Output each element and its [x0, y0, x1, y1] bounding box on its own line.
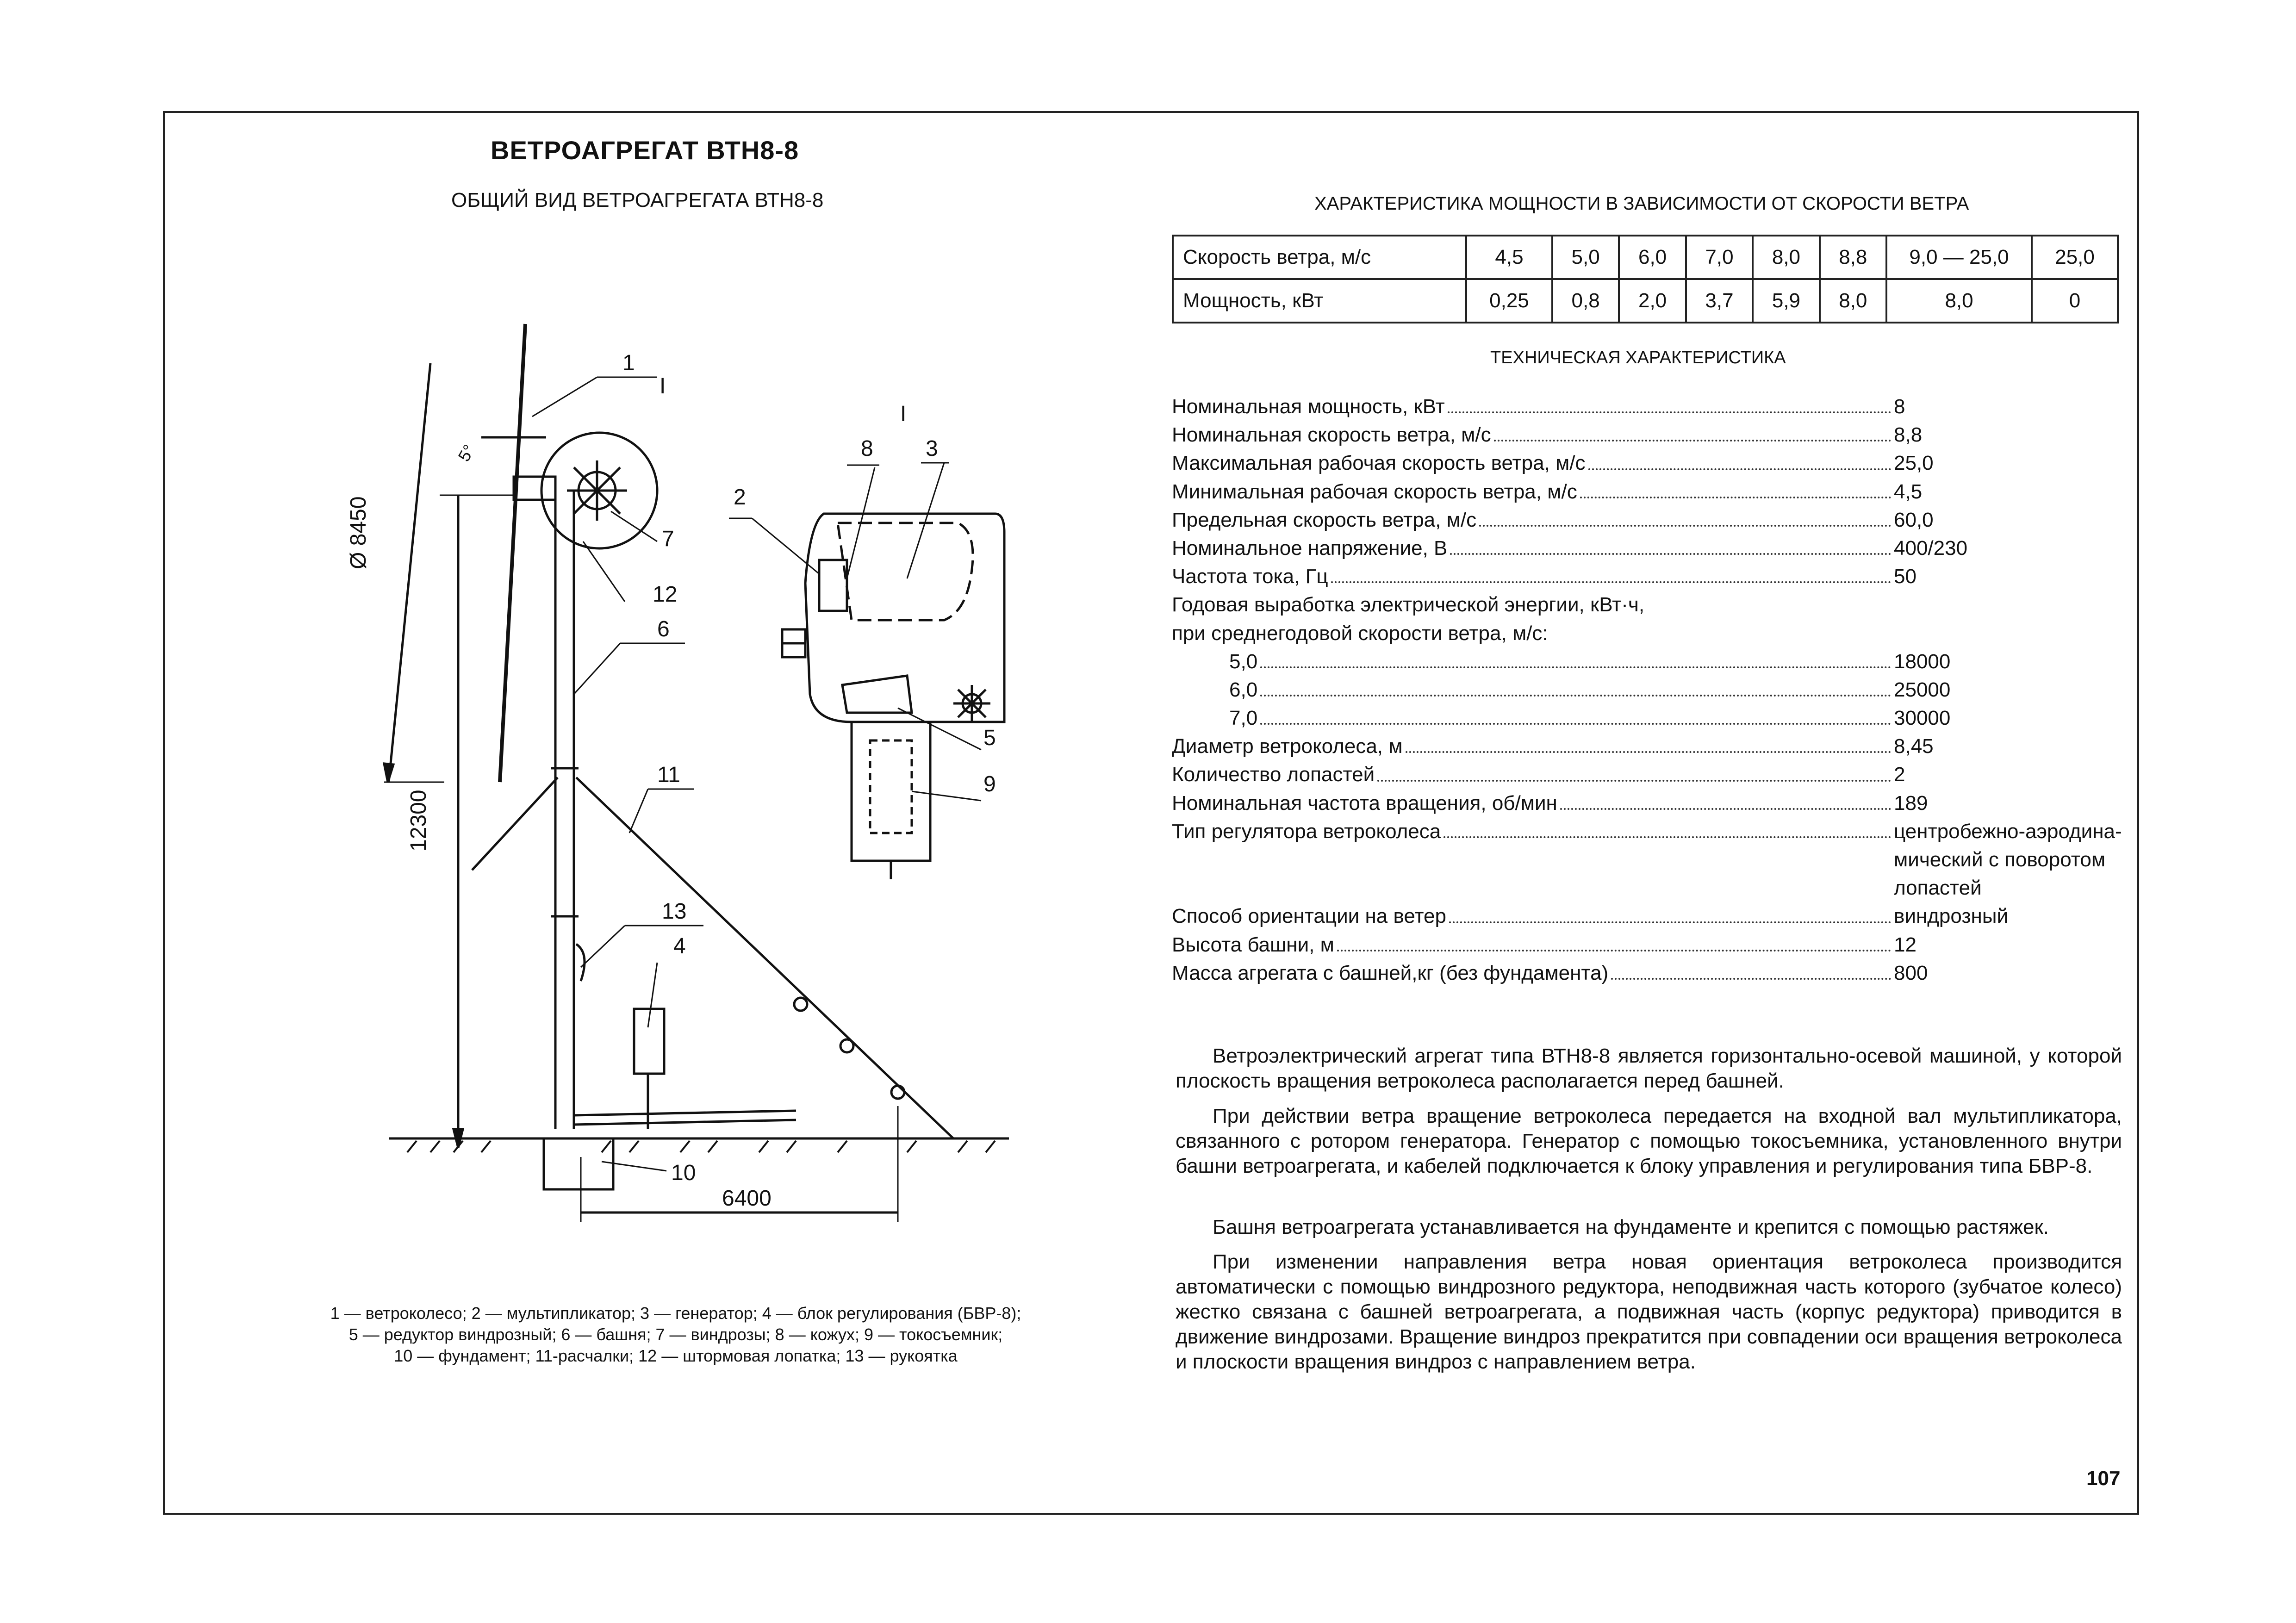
spec-label: 7,0	[1229, 707, 1258, 730]
table-cell: 0,25	[1466, 279, 1552, 323]
spec-value: 400/230	[1894, 536, 1968, 560]
table-cell: 6,0	[1619, 236, 1686, 279]
paragraph: При изменении направления ветра новая ориентация ветроколеса производится автоматически с помощью виндрозного редуктора, неподвижная часть которого (зубчатое колесо) жестко связана с башней ветроагрегата, а подвижная часть (корпус редуктора) приводится в движение виндрозами. Вращение виндроз прекратится при совпадении оси вращения ветроколеса и плоскости вращения виндроз с направлением ветра.	[1176, 1250, 2122, 1373]
table-cell: 25,0	[2032, 236, 2118, 279]
callout-1: 1	[622, 351, 635, 375]
callout-2: 2	[734, 485, 746, 510]
detail-mark-main: I	[660, 374, 666, 398]
diameter-dimension-label: Ø 8450	[346, 496, 371, 569]
callout-9: 9	[983, 772, 996, 796]
callout-11: 11	[657, 763, 680, 787]
spec-row	[1172, 449, 2144, 477]
table-cell: 3,7	[1686, 279, 1753, 323]
table-cell: 8,0	[1753, 236, 1819, 279]
spec-row	[1172, 874, 2144, 902]
table-cell: 4,5	[1466, 236, 1552, 279]
table-row	[1173, 279, 2118, 323]
callout-8: 8	[861, 436, 873, 461]
caption-line: 1 — ветроколесо; 2 — мультипликатор; 3 — генератор; 4 — блок регулирования (БВР-8);	[330, 1304, 1021, 1323]
spec-value: 8,8	[1894, 423, 1923, 447]
spec-label: 5,0	[1229, 650, 1258, 673]
paragraph: Ветроэлектрический агрегат типа ВТН8-8 является горизонтально-осевой машиной, у которой плоскость вращения ветроколеса располагается перед башней.	[1176, 1045, 2122, 1092]
spec-label: при среднегодовой скорости ветра, м/с:	[1172, 622, 1548, 645]
spec-value: 800	[1894, 961, 1928, 984]
spec-label: Максимальная рабочая скорость ветра, м/с	[1172, 452, 1586, 475]
table-cell: 8,8	[1820, 236, 1886, 279]
spec-row	[1172, 676, 2144, 704]
spec-label: 6,0	[1229, 678, 1258, 701]
callout-6: 6	[657, 617, 670, 641]
callout-5: 5	[983, 726, 996, 750]
spec-value: 25,0	[1894, 452, 1934, 475]
spec-value: 2	[1894, 763, 1905, 786]
detail-mark-view: I	[900, 402, 907, 426]
spec-row	[1172, 647, 2144, 676]
spec-row	[1172, 392, 2144, 421]
table-cell: 8,0	[1820, 279, 1886, 323]
spec-value: 12	[1894, 933, 1916, 956]
spec-row	[1172, 732, 2144, 760]
tech-spec-title: ТЕХНИЧЕСКАЯ ХАРАКТЕРИСТИКА	[1490, 348, 1786, 367]
table-cell: 7,0	[1686, 236, 1753, 279]
page-title: ВЕТРОАГРЕГАТ ВТН8-8	[491, 136, 799, 165]
spec-label: Номинальная мощность, кВт	[1172, 395, 1445, 418]
drawing-subtitle: ОБЩИЙ ВИД ВЕТРОАГРЕГАТА ВТН8-8	[451, 189, 824, 211]
spec-label: Минимальная рабочая скорость ветра, м/с	[1172, 480, 1577, 503]
callout-4: 4	[673, 934, 686, 958]
spec-row	[1172, 619, 2144, 647]
spec-label: Масса агрегата с башней,кг (без фундамента)	[1172, 961, 1609, 984]
spec-value: мический с поворотом	[1894, 848, 2106, 871]
table-cell: 5,9	[1753, 279, 1819, 323]
table-cell: 2,0	[1619, 279, 1686, 323]
spec-row	[1172, 902, 2144, 930]
spec-value: 25000	[1894, 678, 1951, 701]
spec-row	[1172, 562, 2144, 591]
spec-row	[1172, 534, 2144, 562]
spec-value: лопастей	[1894, 877, 1982, 900]
spec-label: Годовая выработка электрической энергии, кВт·ч,	[1172, 593, 1645, 616]
spec-label: Номинальная частота вращения, об/мин	[1172, 791, 1557, 815]
spec-row	[1172, 931, 2144, 959]
callout-12: 12	[653, 582, 678, 607]
caption-line: 10 — фундамент; 11-расчалки; 12 — штормовая лопатка; 13 — рукоятка	[394, 1346, 958, 1365]
spec-label: Номинальная скорость ветра, м/с	[1172, 423, 1491, 447]
callout-13: 13	[662, 899, 687, 924]
power-table-title: ХАРАКТЕРИСТИКА МОЩНОСТИ В ЗАВИСИМОСТИ ОТ СКОРОСТИ ВЕТРА	[1314, 193, 1969, 214]
spec-row	[1172, 817, 2144, 846]
spec-row	[1172, 704, 2144, 732]
table-cell: 0,8	[1552, 279, 1619, 323]
spec-row	[1172, 959, 2144, 987]
spec-row	[1172, 789, 2144, 817]
spec-label: Предельная скорость ветра, м/с	[1172, 508, 1477, 531]
spec-value: 8,45	[1894, 735, 1934, 758]
span-dimension-label: 6400	[722, 1186, 772, 1211]
spec-label: Тип регулятора ветроколеса	[1172, 820, 1441, 843]
paragraph: Башня ветроагрегата устанавливается на фундаменте и крепится с помощью растяжек.	[1213, 1216, 2049, 1238]
paragraph: При действии ветра вращение ветроколеса передается на входной вал мультипликатора, связанного с ротором генератора. Генератор с помощью токосъемника, установленного внутри башни ветроагрегата, и кабелей подключается к блоку управления и регулирования типа БВР-8.	[1176, 1105, 2122, 1177]
spec-row	[1172, 478, 2144, 506]
spec-label: Высота башни, м	[1172, 933, 1334, 956]
callout-7: 7	[662, 527, 674, 551]
spec-value: центробежно-аэродина-	[1894, 820, 2122, 843]
power-table	[1172, 235, 2119, 323]
callout-10: 10	[671, 1161, 696, 1185]
angle-label: 5°	[454, 441, 479, 465]
table-row	[1173, 236, 2118, 279]
spec-value: 60,0	[1894, 508, 1934, 531]
spec-row	[1172, 760, 2144, 789]
page-number: 107	[2086, 1467, 2121, 1490]
spec-value: 8	[1894, 395, 1905, 418]
spec-value: 18000	[1894, 650, 1951, 673]
table-cell: 8,0	[1886, 279, 2032, 323]
spec-value: 4,5	[1894, 480, 1923, 503]
spec-row	[1172, 591, 2144, 619]
spec-value: 189	[1894, 791, 1928, 815]
table-cell: 9,0 — 25,0	[1886, 236, 2032, 279]
tech-spec-list	[1172, 392, 2144, 987]
spec-row	[1172, 506, 2144, 534]
spec-label: Диаметр ветроколеса, м	[1172, 735, 1403, 758]
spec-label: Количество лопастей	[1172, 763, 1375, 786]
spec-label: Номинальное напряжение, В	[1172, 536, 1448, 560]
spec-label: Частота тока, Гц	[1172, 565, 1328, 588]
caption-line: 5 — редуктор виндрозный; 6 — башня; 7 — виндрозы; 8 — кожух; 9 — токосъемник;	[348, 1325, 1003, 1344]
height-dimension-label: 12300	[406, 790, 431, 852]
spec-label: Способ ориентации на ветер	[1172, 905, 1446, 928]
wind-turbine-drawing	[0, 0, 1134, 1250]
spec-value: 50	[1894, 565, 1916, 588]
spec-value: 30000	[1894, 707, 1951, 730]
spec-row	[1172, 421, 2144, 449]
spec-row	[1172, 846, 2144, 874]
table-cell: 0	[2032, 279, 2118, 323]
spec-value: виндрозный	[1894, 905, 2009, 928]
figure-caption	[259, 1303, 1092, 1367]
table-cell: Скорость ветра, м/с	[1173, 236, 1466, 279]
table-cell: 5,0	[1552, 236, 1619, 279]
table-cell: Мощность, кВт	[1173, 279, 1466, 323]
callout-3: 3	[926, 436, 938, 461]
